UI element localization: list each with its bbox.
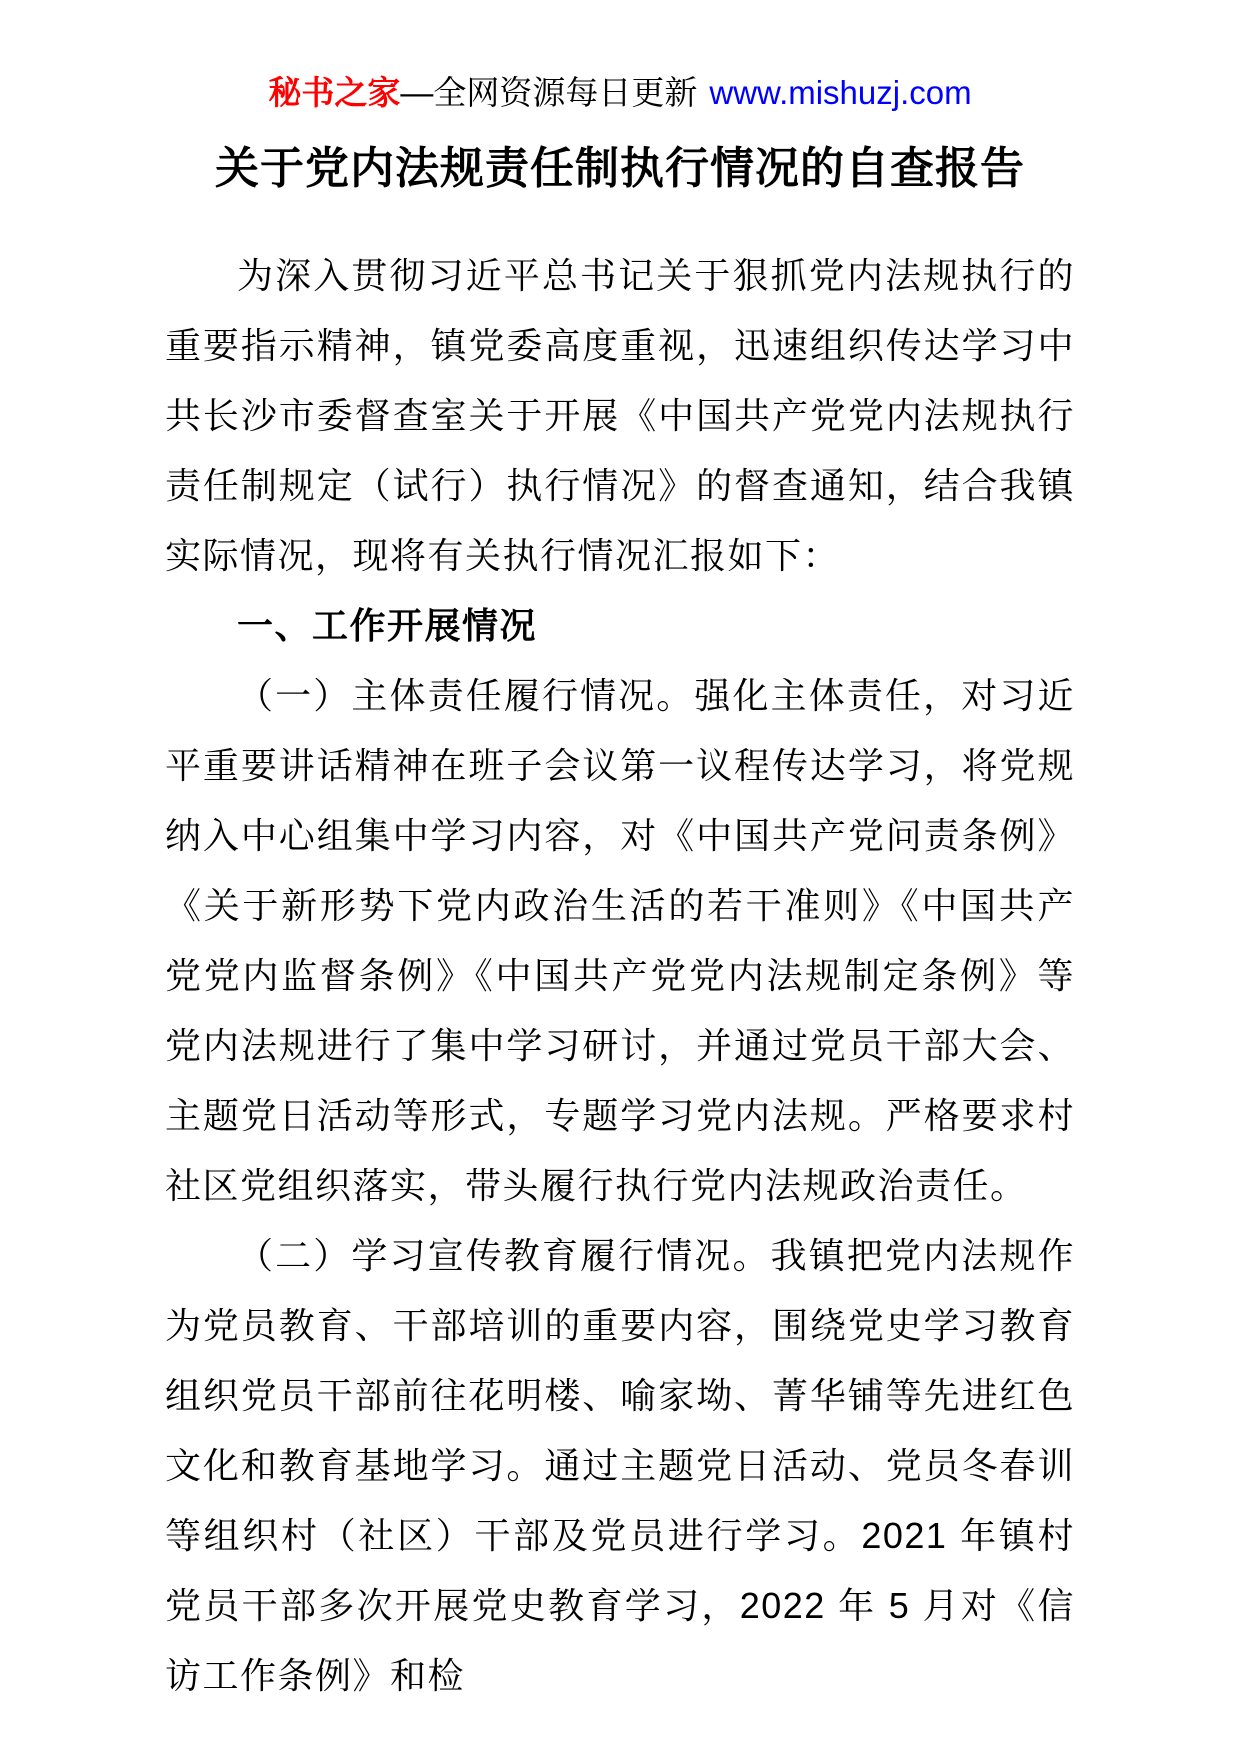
promo-header bbox=[165, 72, 1075, 113]
document-body bbox=[165, 241, 1075, 1711]
paragraph-subsection-1: （一）主体责任履行情况。强化主体责任，对习近平重要讲话精神在班子会议第一议程传达学习，将党规纳入中心组集中学习内容，对《中国共产党问责条例》《关于新形势下党内政治生活的若干准则》《中国共产党党内监督条例》《中国共产党党内法规制定条例》等党内法规进行了集中学习研讨，并通过党员干部大会、主题党日活动等形式，专题学习党内法规。严格要求村社区党组织落实，带头履行执行党内法规政治责任。 bbox=[165, 674, 1075, 1206]
site-brand: 秘书之家 bbox=[268, 74, 401, 111]
document-title: 关于党内法规责任制执行情况的自查报告 bbox=[215, 144, 1025, 194]
site-url-link[interactable]: www.mishuzj.com bbox=[709, 74, 972, 111]
paragraph-subsection-2: （二）学习宣传教育履行情况。我镇把党内法规作为党员教育、干部培训的重要内容，围绕党史学习教育组织党员干部前往花明楼、喻家坳、菁华铺等先进红色文化和教育基地学习。通过主题党日活动、党员冬春训等组织村（社区）干部及党员进行学习。2021 年镇村党员干部多次开展党史教育学习，2022 年 5 月对《信访工作条例》和检 bbox=[165, 1234, 1075, 1696]
section-heading-1: 一、工作开展情况 bbox=[237, 604, 538, 646]
paragraph-intro: 为深入贯彻习近平总书记关于狠抓党内法规执行的重要指示精神，镇党委高度重视，迅速组织传达学习中共长沙市委督查室关于开展《中国共产党党内法规执行责任制规定（试行）执行情况》的督查通知，结合我镇实际情况，现将有关执行情况汇报如下： bbox=[165, 254, 1075, 576]
site-tagline: —全网资源每日更新 bbox=[400, 74, 698, 111]
